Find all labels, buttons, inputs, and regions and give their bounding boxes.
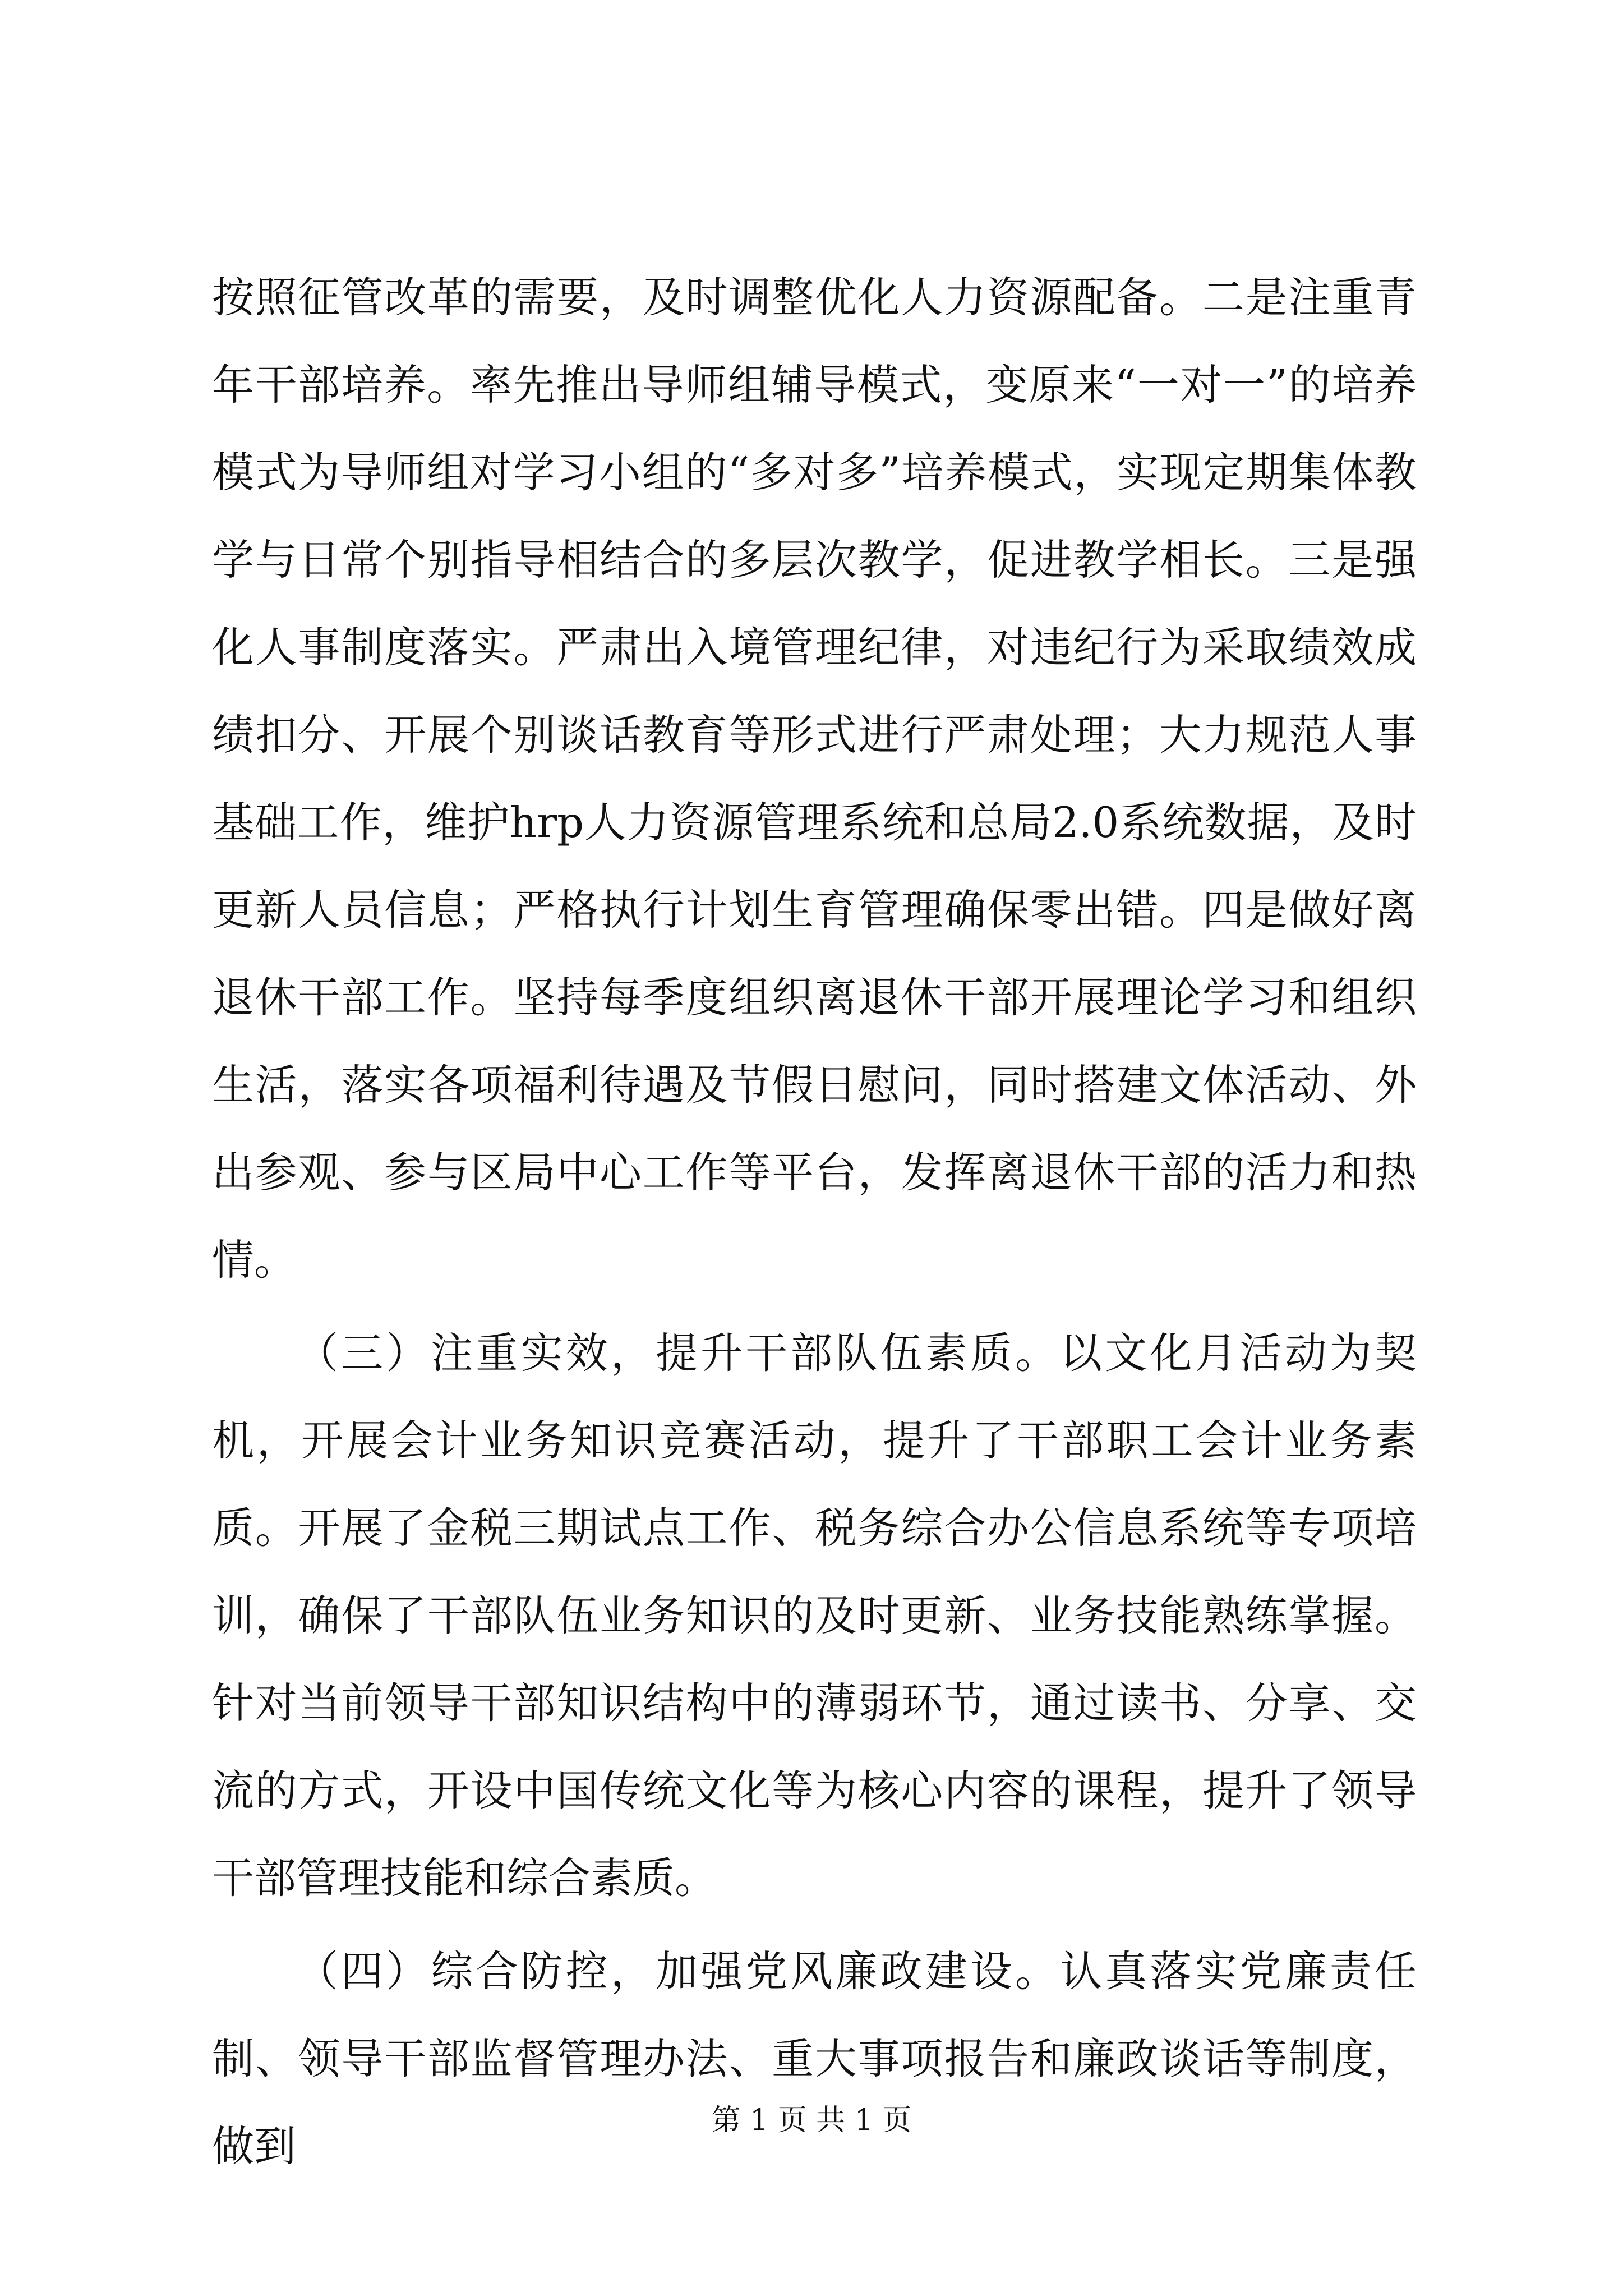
- paragraph-continuation: 按照征管改革的需要，及时调整优化人力资源配备。二是注重青年干部培养。率先推出导师组辅导模式，变原来“一对一”的培养模式为导师组对学习小组的“多对多”培养模式，实现定期集体教学与日常个别指导相结合的多层次教学，促进教学相长。三是强化人事制度落实。严肃出入境管理纪律，对违纪行为采取绩效成绩扣分、开展个别谈话教育等形式进行严肃处理；大力规范人事基础工作，维护hrp人力资源管理系统和总局2.0系统数据，及时更新人员信息；严格执行计划生育管理确保零出错。四是做好离退休干部工作。坚持每季度组织离退休干部开展理论学习和组织生活，落实各项福利待遇及节假日慰问，同时搭建文体活动、外出参观、参与区局中心工作等平台，发挥离退休干部的活力和热情。: [212, 273, 1417, 1285]
- document-body: [212, 254, 1417, 2190]
- page-footer: 第 1 页 共 1 页: [711, 2104, 912, 2137]
- paragraph-section-three: （三）注重实效，提升干部队伍素质。以文化月活动为契机，开展会计业务知识竞赛活动，提升了干部职工会计业务素质。开展了金税三期试点工作、税务综合办公信息系统等专项培训，确保了干部队伍业务知识的及时更新、业务技能熟练掌握。针对当前领导干部知识结构中的薄弱环节，通过读书、分享、交流的方式，开设中国传统文化等为核心内容的课程，提升了领导干部管理技能和综合素质。: [212, 1328, 1417, 1903]
- paragraph-section-four: （四）综合防控，加强党风廉政建设。认真落实党廉责任制、领导干部监督管理办法、重大事项报告和廉政谈话等制度，做到: [212, 1947, 1417, 2171]
